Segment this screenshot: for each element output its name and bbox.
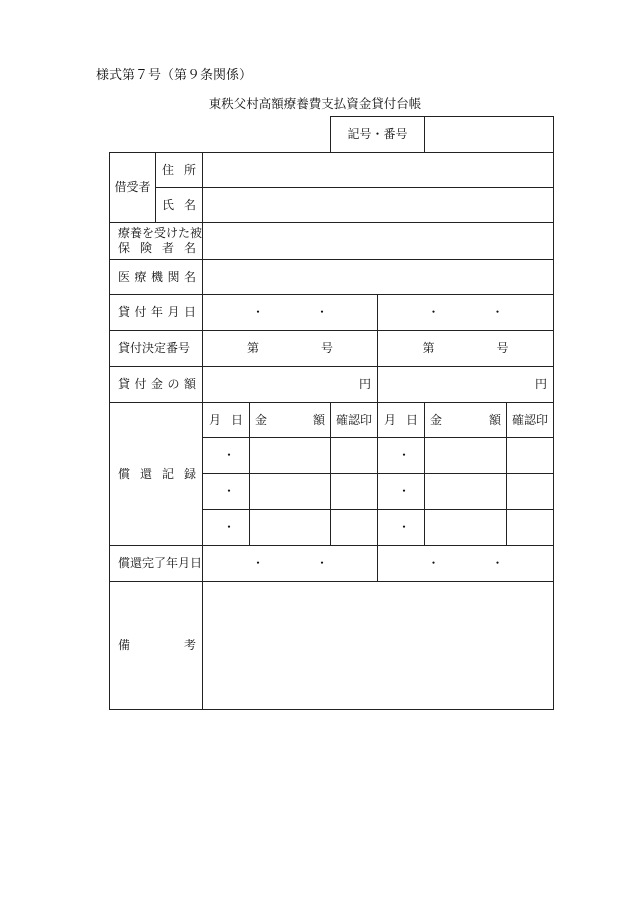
address-label: 住 所: [156, 153, 203, 188]
repayment-amount-cell[interactable]: [425, 510, 507, 546]
repayment-confirm-cell[interactable]: [507, 474, 554, 510]
loan-amount-field-1[interactable]: 円: [203, 367, 378, 403]
repayment-date-cell[interactable]: ・: [203, 474, 250, 510]
loan-date-field-2[interactable]: ・ ・: [378, 295, 554, 331]
repayment-amount-cell[interactable]: [250, 474, 331, 510]
repayment-amount-cell[interactable]: [425, 438, 507, 474]
repayment-amount-cell[interactable]: [425, 474, 507, 510]
repayment-header-date-1: 月 日: [203, 403, 250, 438]
loan-date-label: 貸 付 年 月 日: [110, 295, 203, 331]
decision-no-field-2[interactable]: 第 号: [378, 331, 554, 367]
loan-amount-field-2[interactable]: 円: [378, 367, 554, 403]
loan-amount-label: 貸 付 金 の 額: [110, 367, 203, 403]
kigo-bango-field[interactable]: [425, 117, 554, 153]
remarks-field[interactable]: [203, 582, 554, 710]
repayment-amount-cell[interactable]: [250, 510, 331, 546]
repayment-confirm-cell[interactable]: [507, 438, 554, 474]
remarks-label: 備 考: [110, 582, 203, 710]
name-label: 氏 名: [156, 188, 203, 223]
institution-label: 医 療 機 関 名: [110, 260, 203, 295]
completion-date-field-2[interactable]: ・ ・: [378, 546, 554, 582]
repayment-confirm-cell[interactable]: [331, 438, 378, 474]
name-field[interactable]: [203, 188, 554, 223]
document-title: 東秩父村高額療養費支払資金貸付台帳: [208, 96, 422, 111]
completion-date-label: 償還完了年月日: [110, 546, 203, 582]
repayment-header-date-2: 月 日: [378, 403, 425, 438]
repayment-date-cell[interactable]: ・: [378, 438, 425, 474]
repayment-amount-cell[interactable]: [250, 438, 331, 474]
form-number: 様式第７号（第９条関係）: [96, 68, 253, 83]
loan-date-field-1[interactable]: ・ ・: [203, 295, 378, 331]
address-field[interactable]: [203, 153, 554, 188]
borrower-label: 借受者: [110, 153, 156, 223]
repayment-confirm-cell[interactable]: [507, 510, 554, 546]
repayment-label: 償 還 記 録: [110, 403, 203, 546]
kigo-bango-label: 記号・番号: [331, 117, 425, 153]
completion-date-field-1[interactable]: ・ ・: [203, 546, 378, 582]
repayment-date-cell[interactable]: ・: [378, 510, 425, 546]
decision-no-field-1[interactable]: 第 号: [203, 331, 378, 367]
repayment-header-amount-1: 金 額: [250, 403, 331, 438]
insured-name-field[interactable]: [203, 223, 554, 260]
repayment-header-confirm-1: 確認印: [331, 403, 378, 438]
repayment-header-confirm-2: 確認印: [507, 403, 554, 438]
repayment-date-cell[interactable]: ・: [378, 474, 425, 510]
repayment-confirm-cell[interactable]: [331, 474, 378, 510]
institution-field[interactable]: [203, 260, 554, 295]
repayment-date-cell[interactable]: ・: [203, 510, 250, 546]
repayment-date-cell[interactable]: ・: [203, 438, 250, 474]
repayment-confirm-cell[interactable]: [331, 510, 378, 546]
ledger-table: [109, 116, 554, 710]
decision-no-label: 貸付決定番号: [110, 331, 203, 367]
repayment-header-amount-2: 金 額: [425, 403, 507, 438]
insured-label: 療養を受けた被 保 険 者 名: [110, 223, 203, 260]
